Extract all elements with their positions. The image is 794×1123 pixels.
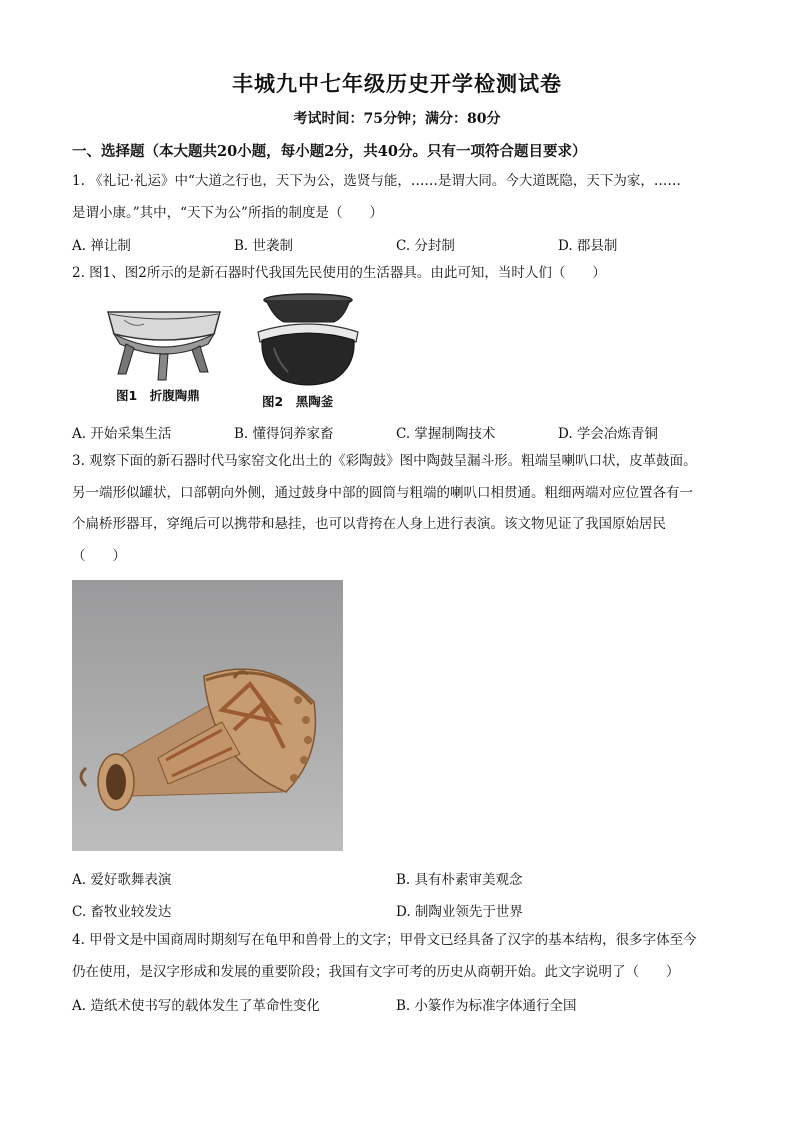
- figure-1-caption: 图1 折腹陶鼎: [116, 388, 200, 403]
- question-1-line-1: 1. 《礼记·礼运》中“大道之行也，天下为公，选贤与能，……是谓大同。今大道既隐，天下为家，……: [72, 173, 681, 189]
- painted-pottery-drum-icon: [72, 580, 343, 851]
- question-4-line-2: 仍在使用，是汉字形成和发展的重要阶段；我国有文字可考的历史从商朝开始。此文字说明了（ ）: [72, 963, 680, 980]
- question-1-line-2: 是谓小康。”其中，“天下为公”所指的制度是（ ）: [72, 204, 383, 221]
- question-1: [72, 166, 732, 229]
- question-3-line-4: （ ）: [72, 547, 126, 564]
- question-3-line-1: 3. 观察下面的新石器时代马家窑文化出土的《彩陶鼓》图中陶鼓呈漏斗形。粗端呈喇叭口状，皮革鼓面。: [72, 453, 697, 469]
- question-4: [72, 925, 732, 988]
- q4-option-b[interactable]: B. 小篆作为标准字体通行全国: [396, 998, 577, 1014]
- tripod-pottery-ding-icon: [104, 300, 224, 384]
- question-3-line-3: 个扁桥形器耳，穿绳后可以携带和悬挂，也可以背挎在人身上进行表演。该文物见证了我国原始居民: [72, 516, 666, 532]
- q4-option-a[interactable]: A. 造纸术使书写的载体发生了革命性变化: [72, 998, 320, 1014]
- exam-info: 考试时间：75分钟；满分：80分: [293, 111, 501, 127]
- q2-option-c[interactable]: C. 掌握制陶技术: [396, 426, 496, 442]
- q3-option-c[interactable]: C. 畜牧业较发达: [72, 904, 172, 920]
- q1-option-a[interactable]: A. 禅让制: [72, 238, 131, 254]
- q3-option-a[interactable]: A. 爱好歌舞表演: [72, 872, 172, 888]
- question-2-line-1: 2. 图1、图2所示的是新石器时代我国先民使用的生活器具。由此可知，当时人们（ ）: [72, 265, 606, 281]
- q1-option-b[interactable]: B. 世袭制: [234, 238, 294, 254]
- q1-option-c[interactable]: C. 分封制: [396, 238, 455, 254]
- q2-option-b[interactable]: B. 懂得饲养家畜: [234, 426, 334, 442]
- q2-option-d[interactable]: D. 学会冶炼青铜: [558, 426, 658, 442]
- page-title: 丰城九中七年级历史开学检测试卷: [232, 71, 562, 96]
- question-3: [72, 446, 732, 572]
- question-3-line-2: 另一端形似罐状，口部朝向外侧，通过鼓身中部的圆筒与粗端的喇叭口相贯通。粗细两端对应位置各有一: [72, 484, 693, 501]
- black-pottery-pot-icon: [254, 292, 364, 388]
- question-4-line-1: 4. 甲骨文是中国商周时期刻写在龟甲和兽骨上的文字；甲骨文已经具备了汉字的基本结构，很多字体至今: [72, 932, 697, 948]
- q2-option-a[interactable]: A. 开始采集生活: [72, 426, 172, 442]
- q3-option-b[interactable]: B. 具有朴素审美观念: [396, 872, 523, 888]
- section-heading: 一、选择题（本大题共20小题，每小题2分，共40分。只有一项符合题目要求）: [72, 143, 587, 160]
- q3-option-d[interactable]: D. 制陶业领先于世界: [396, 904, 523, 920]
- question-2: [72, 258, 732, 290]
- figure-2-caption: 图2 黑陶釜: [262, 394, 334, 409]
- q1-option-d[interactable]: D. 郡县制: [558, 238, 618, 254]
